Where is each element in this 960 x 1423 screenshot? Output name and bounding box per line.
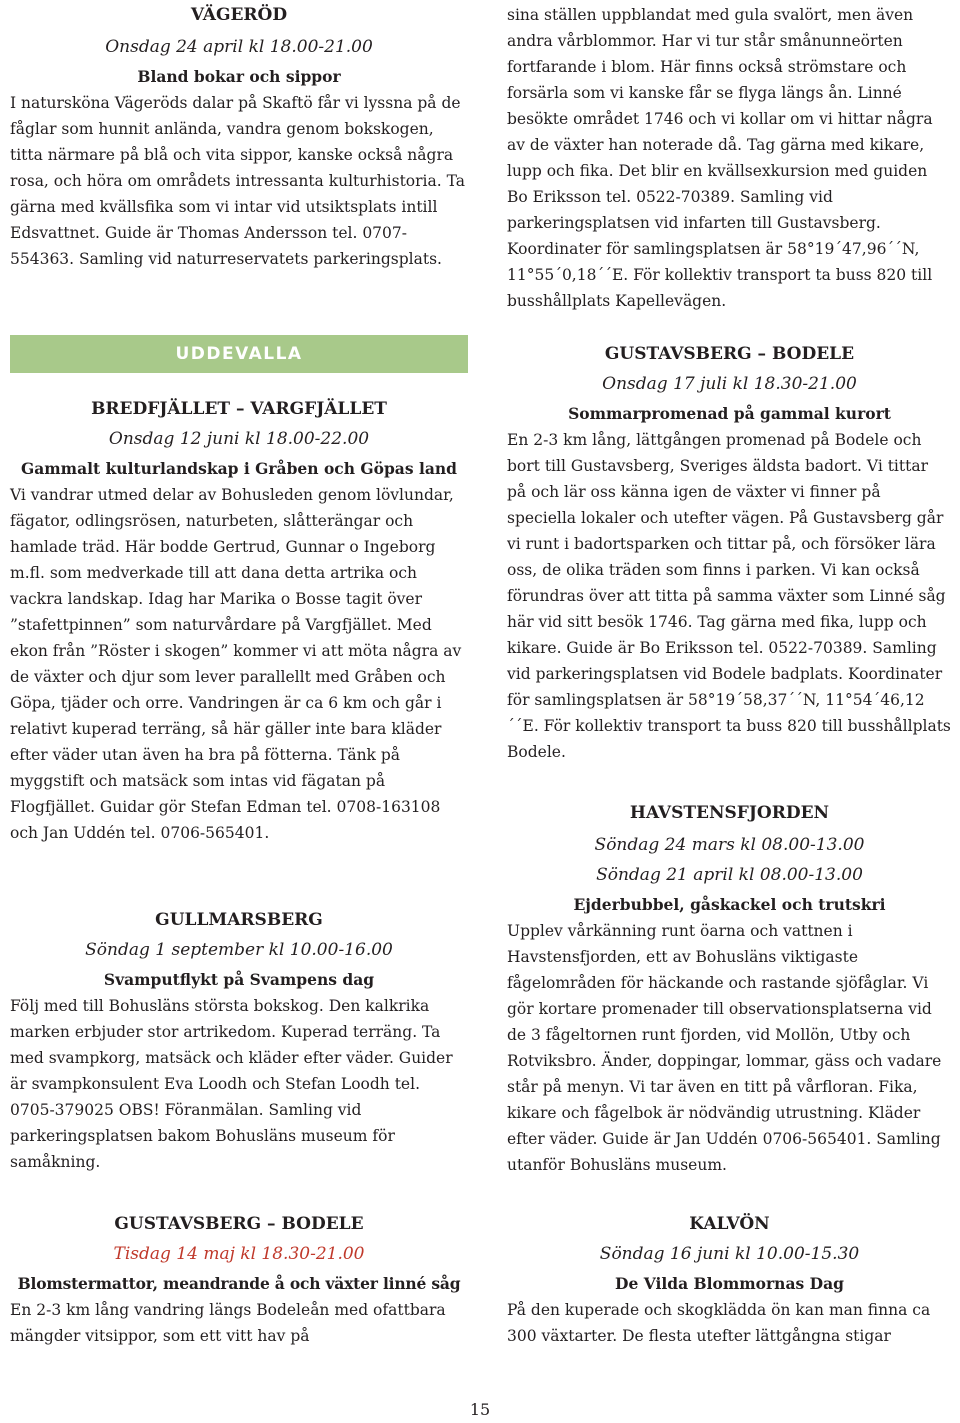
event-title: BREDFJÄLLET – VARGFJÄLLET xyxy=(91,399,387,419)
event-title: GUSTAVSBERG – BODELE xyxy=(604,344,855,364)
event-date: Söndag 1 september kl 10.00-16.00 xyxy=(85,940,393,960)
event-date: Onsdag 12 juni kl 18.00-22.00 xyxy=(108,429,370,449)
region-banner-label: UDDEVALLA xyxy=(175,344,303,364)
event-continued xyxy=(507,2,952,314)
region-banner xyxy=(10,335,468,373)
event-description: På den kuperade och skogklädda ön kan man finna ca 300 växtarter. De flesta utefter lättgångna stigar xyxy=(507,1301,931,1345)
event-date: Onsdag 24 april kl 18.00-21.00 xyxy=(105,37,373,57)
event-description: Upplev vårkänning runt öarna och vattnen i Havstensfjorden, ett av Bohusläns viktigaste fågelområden för häckande och rastande sjöfåglar. Vi gör kortare promenader till observationsplatserna vid de 3 fågeltornen runt fjorden, vid Mollön, Utby och Rotviksbro. Änder, doppingar, lommar, gäss och vadare står på menyn. Vi tar även en titt på vårfloran. Fika, kikare och fågelbok är nödvändig utrustning. Kläder efter väder. Guide är Jan Uddén 0706-565401. Samling utanför Bohusläns museum. xyxy=(507,922,942,1174)
event-subtitle: Svamputflykt på Svampens dag xyxy=(103,970,375,989)
event-description: En 2-3 km lång vandring längs Bodeleån med ofattbara mängder vitsippor, som ett vitt hav på xyxy=(10,1301,446,1345)
page-number: 15 xyxy=(469,1400,491,1419)
event-date-text: Tisdag 14 maj kl 18.30-21.00 xyxy=(113,1244,365,1264)
event-subtitle: Ejderbubbel, gåskackel och trutskri xyxy=(573,895,886,914)
event-date xyxy=(10,1241,468,1267)
event-subtitle: De Vilda Blommornas Dag xyxy=(615,1274,844,1293)
event-date-2: Söndag 21 april kl 08.00-13.00 xyxy=(596,865,863,885)
event-gustavsberg-july xyxy=(507,341,952,765)
event-havstensfjorden xyxy=(507,800,952,1178)
event-description: Följ med till Bohusläns största bokskog. Den kalkrika marken erbjuder stor artrikedom. Kuperad terräng. Ta med svampkorg, matsäck och kläder efter väder. Guider är svampkonsulent Eva Loodh och Stefan Loodh tel. 0705-379025 OBS! Föranmälan. Samling vid parkeringsplatsen bakom Bohusläns museum för samåkning. xyxy=(10,997,453,1171)
event-description: En 2-3 km lång, lättgången promenad på Bodele och bort till Gustavsberg, Sveriges äldsta badort. Vi tittar på och lär oss känna igen de växter vi finner på speciella lokaler och utefter vägen. På Gustavsberg går vi runt i badortsparken och tittar på, och försöker lära oss, de olika träden som finns i parken. Vi kan också förundras över att titta på samma växter som Linné såg här vid sitt besök 1746. Tag gärna med fika, lupp och kikare. Guide är Bo Eriksson tel. 0522-70389. Samling vid parkeringsplatsen vid Bodele badplats. Koordinater för samlingsplatsen är 58°19´58,37´´N, 11°54´46,12´´E. För kollektiv transport ta buss 820 till busshållplats Bodele. xyxy=(507,431,951,761)
event-title: GUSTAVSBERG – BODELE xyxy=(114,1214,364,1234)
event-subtitle: Sommarpromenad på gammal kurort xyxy=(568,404,891,423)
event-subtitle: Blomstermattor, meandrande å och växter linné såg xyxy=(17,1274,461,1293)
event-vagerod xyxy=(10,2,468,272)
event-title: GULLMARSBERG xyxy=(155,910,323,930)
event-kalvon xyxy=(507,1211,952,1349)
event-gustavsberg-may xyxy=(10,1211,468,1349)
event-description: Vi vandrar utmed delar av Bohusleden genom lövlundar, fägator, odlingsrösen, naturbeten, slåtterängar och hamlade träd. Här bodde Gertrud, Gunnar o Ingeborg m.fl. som medverkade till att dana detta artrika och vackra landskap. Idag har Marika o Bosse tagit över ”stafettpinnen” som naturvårdare på Vargfjället. Med ekon från ”Röster i skogen” kommer vi att möta några av de växter och djur som lever parallellt med Gråben och Göpa, tjäder och orre. Vandringen är ca 6 km och går i relativt kuperad terräng, så här gäller inte bara kläder efter väder utan även ha bra på fötterna. Tänk på myggstift och matsäck som intas vid fägatan på Flogfjället. Guidar gör Stefan Edman tel. 0708-163108 och Jan Uddén tel. 0706-565401. xyxy=(10,486,462,842)
event-date-1: Söndag 24 mars kl 08.00-13.00 xyxy=(594,835,865,855)
event-title: KALVÖN xyxy=(689,1214,770,1234)
event-date: Onsdag 17 juli kl 18.30-21.00 xyxy=(602,374,857,394)
event-description-continued: sina ställen uppblandat med gula svalört, men även andra vårblommor. Har vi tur står smånunneörten fortfarande i blom. Här finns också strömstare och forsärla som vi kanske får se flyga längs ån. Linné besökte området 1746 och vi kollar om vi hittar några av de växter han noterade då. Tag gärna med kikare, lupp och fika. Det blir en kvällsexkursion med guiden Bo Eriksson tel. 0522-70389. Samling vid parkeringsplatsen vid infarten till Gustavsberg. Koordinater för samlingsplatsen är 58°19´47,96´´N, 11°55´0,18´´E. För kollektiv transport ta buss 820 till busshållplats Kapellevägen. xyxy=(507,6,933,310)
event-subtitle: Bland bokar och sippor xyxy=(137,67,341,86)
event-date: Söndag 16 juni kl 10.00-15.30 xyxy=(599,1244,860,1264)
event-title: HAVSTENSFJORDEN xyxy=(629,803,830,823)
event-bredfjallet xyxy=(10,396,468,846)
event-subtitle: Gammalt kulturlandskap i Gråben och Göpas land xyxy=(21,459,457,478)
event-gullmarsberg xyxy=(10,907,468,1175)
event-title: VÄGERÖD xyxy=(190,5,288,25)
event-description: I natursköna Vägeröds dalar på Skaftö får vi lyssna på de fåglar som hunnit anlända, vandra genom bokskogen, titta närmare på blå och vita sippor, kanske också några rosa, och höra om områdets intressanta kulturhistoria. Ta gärna med kvällsfika som vi intar vid utsiktsplats intill Edsvattnet. Guide är Thomas Andersson tel. 0707-554363. Samling vid naturreservatets parkeringsplats. xyxy=(10,94,465,268)
